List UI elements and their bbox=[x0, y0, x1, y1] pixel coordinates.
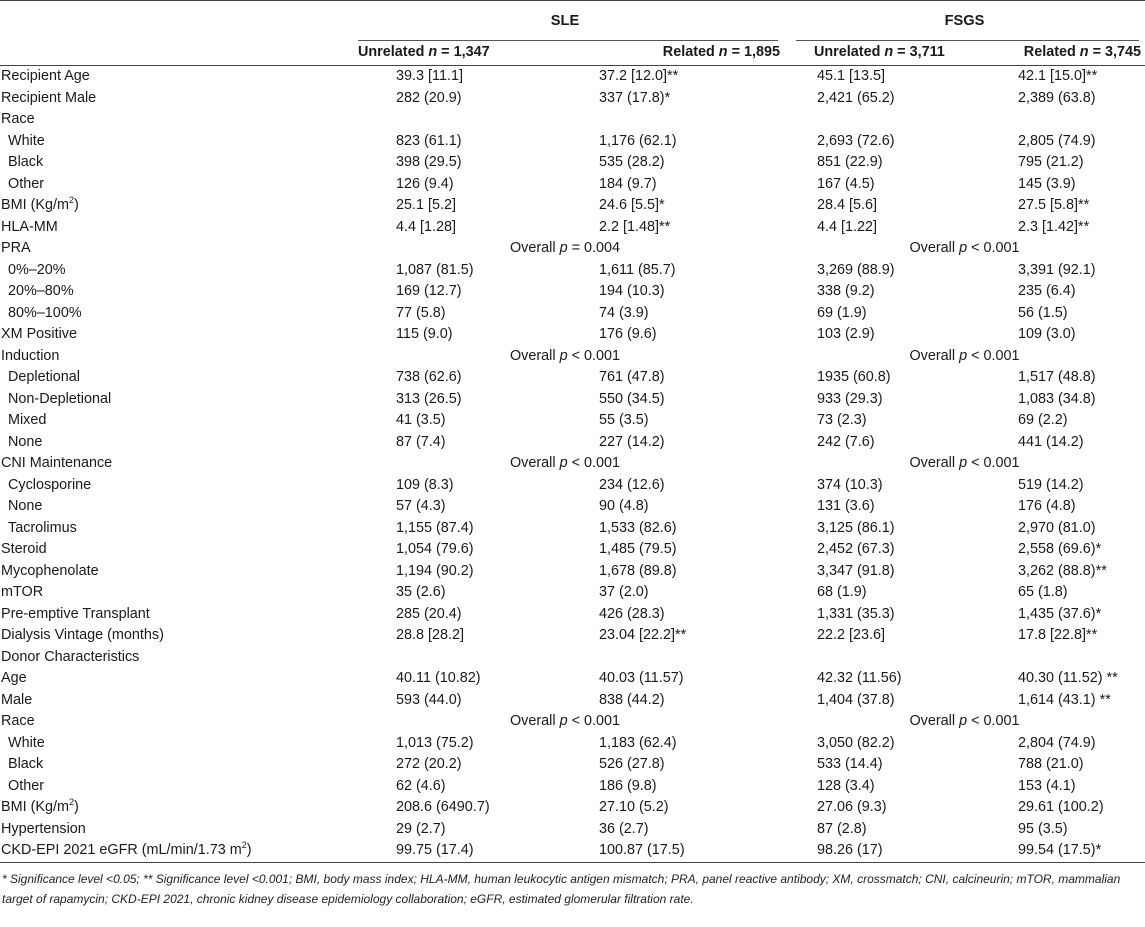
row-label: Recipient Male bbox=[1, 89, 97, 106]
value-cell: 99.75 (17.4) bbox=[346, 840, 565, 862]
table-row bbox=[0, 647, 1145, 669]
value-cell: 535 (28.2) bbox=[599, 154, 665, 170]
value-cell: 68 (1.9) bbox=[817, 584, 867, 600]
table-row bbox=[0, 131, 1145, 153]
value-cell: 22.2 [23.6] bbox=[817, 627, 886, 643]
value-cell: 282 (20.9) bbox=[396, 89, 462, 106]
value-cell: 73 (2.3) bbox=[817, 412, 867, 428]
table-footnote: * Significance level <0.05; ** Significance level <0.001; BMI, body mass index; HLA-MM, human leukocytic antigen mismatch; PRA, panel reactive antibody; XM, crossmatch; CNI, calcineurin; mTOR, mammalian target of rapamycin; CKD-EPI 2021, chronic kidney disease epidemiology collaboration; eGFR, estimated glomerular filtration rate. bbox=[2, 871, 1121, 906]
value-cell: 933 (29.3) bbox=[817, 390, 883, 407]
value-cell: 2,421 (65.2) bbox=[817, 89, 895, 106]
value-cell: 126 (9.4) bbox=[396, 175, 454, 192]
table-row bbox=[0, 582, 1145, 604]
value-cell: 519 (14.2) bbox=[1018, 476, 1084, 493]
value-cell bbox=[983, 109, 1145, 131]
value-cell: 24.6 [5.5]* bbox=[599, 197, 665, 213]
row-label: Other bbox=[8, 777, 44, 794]
value-cell: 1,194 (90.2) bbox=[396, 562, 474, 579]
value-cell: 109 (8.3) bbox=[396, 476, 454, 493]
value-cell: 550 (34.5) bbox=[599, 390, 665, 407]
value-cell: 533 (14.4) bbox=[817, 756, 883, 772]
value-cell: 176 (9.6) bbox=[599, 326, 657, 342]
overall-p-cell: Overall p < 0.001 bbox=[909, 347, 1020, 364]
value-cell: 56 (1.5) bbox=[1018, 304, 1068, 321]
value-cell: 42.1 [15.0]** bbox=[1018, 68, 1098, 84]
value-cell: 838 (44.2) bbox=[599, 691, 665, 708]
overall-p-cell: Overall p = 0.004 bbox=[509, 240, 621, 256]
table-row bbox=[0, 840, 1145, 862]
value-cell: 115 (9.0) bbox=[396, 326, 453, 342]
value-cell: 17.8 [22.8]** bbox=[1018, 627, 1098, 643]
value-cell: 1,404 (37.8) bbox=[817, 691, 895, 708]
value-cell: 29 (2.7) bbox=[396, 820, 446, 837]
value-cell: 2,804 (74.9) bbox=[1018, 734, 1096, 751]
value-cell: 1,087 (81.5) bbox=[396, 261, 474, 278]
value-cell: 27.10 (5.2) bbox=[599, 799, 669, 815]
row-label: White bbox=[8, 734, 45, 751]
table-row bbox=[0, 109, 1145, 131]
row-label: Black bbox=[8, 154, 44, 170]
value-cell: 128 (3.4) bbox=[817, 777, 875, 794]
value-cell: 234 (12.6) bbox=[599, 476, 665, 493]
value-cell: 69 (2.2) bbox=[1018, 412, 1068, 428]
row-label: mTOR bbox=[1, 584, 44, 600]
value-cell: 28.4 [5.6] bbox=[817, 197, 878, 213]
value-cell: 1,054 (79.6) bbox=[396, 541, 474, 557]
table-row bbox=[0, 195, 1145, 217]
value-cell: 823 (61.1) bbox=[396, 132, 462, 149]
table-row bbox=[0, 819, 1145, 841]
value-cell: 526 (27.8) bbox=[599, 756, 665, 772]
row-label: Depletional bbox=[8, 369, 81, 385]
value-cell: 167 (4.5) bbox=[817, 175, 875, 192]
row-label: Mycophenolate bbox=[1, 562, 99, 579]
value-cell bbox=[983, 647, 1145, 669]
value-cell: 593 (44.0) bbox=[396, 691, 462, 708]
value-cell: 40.11 (10.82) bbox=[396, 670, 481, 686]
table-row bbox=[0, 475, 1145, 497]
row-label: Cyclosporine bbox=[8, 476, 92, 493]
value-cell: 788 (21.0) bbox=[1018, 756, 1084, 772]
table-row bbox=[0, 668, 1145, 690]
value-cell: 3,269 (88.9) bbox=[817, 261, 895, 278]
row-label: BMI $(Kg/m^2)$ bbox=[1, 797, 79, 815]
value-cell bbox=[346, 109, 565, 131]
overall-p-cell: Overall p < 0.001 bbox=[909, 713, 1020, 729]
table-row bbox=[0, 711, 1145, 733]
value-cell: 313 (26.5) bbox=[396, 390, 462, 407]
value-cell: 65 (1.8) bbox=[1018, 584, 1068, 600]
table-row bbox=[0, 367, 1145, 389]
value-cell: 738 (62.6) bbox=[396, 369, 462, 385]
value-cell: 3,262 (88.8)** bbox=[1018, 562, 1107, 579]
overall-p-cell: Overall p < 0.001 bbox=[909, 455, 1020, 471]
row-label: Male bbox=[1, 691, 33, 708]
value-cell: 242 (7.6) bbox=[817, 433, 875, 450]
group-header-row bbox=[0, 1, 1145, 41]
value-cell: 103 (2.9) bbox=[817, 326, 875, 342]
value-cell: 3,125 (86.1) bbox=[817, 519, 895, 536]
row-label: Tacrolimus bbox=[8, 519, 77, 536]
value-cell: 1,013 (75.2) bbox=[396, 734, 474, 751]
row-label: 0%–20% bbox=[8, 261, 66, 278]
row-label: Other bbox=[8, 175, 44, 192]
table-row bbox=[0, 733, 1145, 755]
row-label: Hypertension bbox=[1, 820, 86, 837]
table-row bbox=[0, 690, 1145, 712]
value-cell: 23.04 [22.2]** bbox=[599, 627, 687, 643]
table-row bbox=[0, 539, 1145, 561]
value-cell: 74 (3.9) bbox=[599, 304, 649, 321]
column-header-row bbox=[0, 41, 1145, 66]
row-label: 80%–100% bbox=[8, 304, 82, 321]
value-cell: 145 (3.9) bbox=[1018, 175, 1076, 192]
value-cell: 2.3 [1.42]** bbox=[1018, 218, 1090, 235]
value-cell: 39.3 [11.1] bbox=[396, 68, 463, 84]
row-label: Pre-emptive Transplant bbox=[1, 605, 150, 622]
row-label: None bbox=[8, 433, 43, 450]
value-cell: 337 (17.8)* bbox=[599, 89, 671, 106]
value-cell: 131 (3.6) bbox=[817, 498, 875, 514]
value-cell: 29.61 (100.2) bbox=[1018, 799, 1104, 815]
value-cell: 57 (4.3) bbox=[396, 498, 446, 514]
table-row bbox=[0, 496, 1145, 518]
value-cell: 2,693 (72.6) bbox=[817, 132, 895, 149]
value-cell: 36 (2.7) bbox=[599, 820, 649, 837]
value-cell: 2,805 (74.9) bbox=[1018, 132, 1096, 149]
value-cell: 41 (3.5) bbox=[396, 412, 446, 428]
value-cell: 55 (3.5) bbox=[599, 412, 649, 428]
value-cell: 184 (9.7) bbox=[599, 175, 657, 192]
value-cell: 194 (10.3) bbox=[599, 283, 665, 299]
value-cell: 1,517 (48.8) bbox=[1018, 369, 1096, 385]
table-row bbox=[0, 518, 1145, 540]
value-cell bbox=[346, 647, 565, 669]
value-cell: 795 (21.2) bbox=[1018, 154, 1084, 170]
value-cell: 1,176 (62.1) bbox=[599, 132, 677, 149]
table-row bbox=[0, 389, 1145, 411]
value-cell: 95 (3.5) bbox=[1018, 820, 1068, 837]
row-label: Mixed bbox=[8, 412, 47, 428]
value-cell: 27.06 (9.3) bbox=[817, 799, 887, 815]
value-cell: 87 (7.4) bbox=[396, 433, 446, 450]
overall-p-cell: Overall p < 0.001 bbox=[509, 347, 621, 364]
table-row bbox=[0, 346, 1145, 368]
row-label: Induction bbox=[1, 347, 60, 364]
table-row bbox=[0, 625, 1145, 647]
value-cell: 1,485 (79.5) bbox=[599, 541, 677, 557]
table-row bbox=[0, 797, 1145, 819]
value-cell: 186 (9.8) bbox=[599, 777, 657, 794]
column-header-sle-unrelated: Unrelated n = 1,347 bbox=[346, 41, 565, 66]
value-cell: 338 (9.2) bbox=[817, 283, 875, 299]
value-cell: 3,347 (91.8) bbox=[817, 562, 895, 579]
row-label: Donor Characteristics bbox=[1, 648, 140, 665]
value-cell: 3,391 (92.1) bbox=[1018, 261, 1096, 278]
row-label: Race bbox=[1, 713, 35, 729]
value-cell: 426 (28.3) bbox=[599, 605, 665, 622]
value-cell: 1,331 (35.3) bbox=[817, 605, 895, 622]
value-cell: 37.2 [12.0]** bbox=[599, 68, 679, 84]
row-label: Age bbox=[1, 670, 27, 686]
value-cell: 2,452 (67.3) bbox=[817, 541, 895, 557]
value-cell: 42.32 (11.56) bbox=[817, 670, 902, 686]
table-row bbox=[0, 453, 1145, 475]
value-cell: 1,611 (85.7) bbox=[599, 261, 676, 278]
table-row bbox=[0, 174, 1145, 196]
value-cell: 4.4 [1.28] bbox=[396, 218, 457, 235]
table-row bbox=[0, 88, 1145, 110]
table-row bbox=[0, 238, 1145, 260]
row-label: CNI Maintenance bbox=[1, 455, 113, 471]
value-cell bbox=[565, 109, 784, 131]
value-cell: 62 (4.6) bbox=[396, 777, 446, 794]
overall-p-cell: Overall p < 0.001 bbox=[509, 713, 621, 729]
column-header-sle-related: Related n = 1,895 bbox=[565, 41, 784, 66]
value-cell: 398 (29.5) bbox=[396, 154, 462, 170]
value-cell: 1,533 (82.6) bbox=[599, 519, 677, 536]
row-label: HLA-MM bbox=[1, 218, 58, 235]
value-cell: 1,435 (37.6)* bbox=[1018, 605, 1102, 622]
table-row bbox=[0, 217, 1145, 239]
column-header-fsgs-unrelated: Unrelated n = 3,711 bbox=[784, 41, 983, 66]
value-cell bbox=[565, 647, 784, 669]
column-header-fsgs-related: Related n = 3,745 bbox=[983, 41, 1145, 66]
row-label: BMI $(Kg/m^2)$ bbox=[1, 195, 79, 213]
row-label: Steroid bbox=[1, 541, 47, 557]
value-cell: 235 (6.4) bbox=[1018, 283, 1076, 299]
value-cell: 1,678 (89.8) bbox=[599, 562, 677, 579]
value-cell: 285 (20.4) bbox=[396, 605, 462, 622]
table-row bbox=[0, 561, 1145, 583]
row-label: Non-Depletional bbox=[8, 390, 112, 407]
table-row bbox=[0, 281, 1145, 303]
value-cell: 37 (2.0) bbox=[599, 584, 649, 600]
value-cell: 1,614 (43.1) ** bbox=[1018, 691, 1111, 708]
value-cell: 176 (4.8) bbox=[1018, 498, 1076, 514]
value-cell: 45.1 [13.5] bbox=[817, 68, 886, 84]
value-cell: 1935 (60.8) bbox=[817, 369, 891, 385]
value-cell bbox=[784, 109, 983, 131]
table-row bbox=[0, 754, 1145, 776]
value-cell: 35 (2.6) bbox=[396, 584, 446, 600]
row-label: PRA bbox=[1, 240, 31, 256]
table-row bbox=[0, 324, 1145, 346]
value-cell: 27.5 [5.8]** bbox=[1018, 197, 1090, 213]
row-label: Recipient Age bbox=[1, 68, 90, 84]
group-header-fsgs: FSGS bbox=[784, 1, 1145, 41]
row-label: None bbox=[8, 498, 43, 514]
table-row bbox=[0, 432, 1145, 454]
value-cell bbox=[784, 647, 983, 669]
row-label: Race bbox=[1, 111, 35, 127]
value-cell: 2,558 (69.6)* bbox=[1018, 541, 1102, 557]
value-cell: 40.03 (11.57) bbox=[599, 670, 684, 686]
value-cell: 441 (14.2) bbox=[1018, 433, 1084, 450]
table-body bbox=[0, 66, 1145, 863]
value-cell: 4.4 [1.22] bbox=[817, 218, 878, 235]
value-cell: 153 (4.1) bbox=[1018, 777, 1076, 794]
value-cell: 99.54 (17.5)* bbox=[983, 840, 1145, 862]
row-label: Dialysis Vintage (months) bbox=[1, 627, 164, 643]
value-cell: 208.6 (6490.7) bbox=[396, 799, 490, 815]
value-cell: 374 (10.3) bbox=[817, 476, 883, 493]
value-cell: 2,389 (63.8) bbox=[1018, 89, 1096, 106]
group-header-sle: SLE bbox=[346, 1, 784, 41]
value-cell: 109 (3.0) bbox=[1018, 326, 1076, 342]
value-cell: 28.8 [28.2] bbox=[396, 627, 465, 643]
value-cell: 3,050 (82.2) bbox=[817, 734, 895, 751]
value-cell: 25.1 [5.2] bbox=[396, 197, 457, 213]
value-cell: 2.2 [1.48]** bbox=[599, 218, 671, 235]
value-cell: 169 (12.7) bbox=[396, 283, 462, 299]
value-cell: 69 (1.9) bbox=[817, 304, 867, 321]
row-label: 20%–80% bbox=[8, 283, 74, 299]
table-row bbox=[0, 776, 1145, 798]
overall-p-cell: Overall p < 0.001 bbox=[509, 455, 621, 471]
row-label: XM Positive bbox=[1, 326, 77, 342]
value-cell: 77 (5.8) bbox=[396, 304, 446, 321]
value-cell: 2,970 (81.0) bbox=[1018, 519, 1096, 536]
value-cell: 98.26 (17) bbox=[784, 840, 983, 862]
table-row bbox=[0, 260, 1145, 282]
value-cell: 90 (4.8) bbox=[599, 498, 649, 514]
row-label: White bbox=[8, 132, 45, 149]
table-row bbox=[0, 66, 1145, 88]
value-cell: 1,083 (34.8) bbox=[1018, 390, 1096, 407]
value-cell: 272 (20.2) bbox=[396, 756, 462, 772]
row-label: CKD-EPI 2021 eGFR (mL/min/1.73 $m^2$) bbox=[0, 840, 346, 862]
value-cell: 1,183 (62.4) bbox=[599, 734, 677, 751]
value-cell: 851 (22.9) bbox=[817, 154, 883, 170]
value-cell: 40.30 (11.52) ** bbox=[1018, 670, 1118, 686]
table-row bbox=[0, 604, 1145, 626]
overall-p-cell: Overall p < 0.001 bbox=[909, 240, 1020, 256]
value-cell: 87 (2.8) bbox=[817, 820, 867, 837]
value-cell: 227 (14.2) bbox=[599, 433, 665, 450]
table-row bbox=[0, 152, 1145, 174]
row-label: Black bbox=[8, 756, 44, 772]
value-cell: 100.87 (17.5) bbox=[565, 840, 784, 862]
value-cell: 761 (47.8) bbox=[599, 369, 665, 385]
table-row bbox=[0, 303, 1145, 325]
table-row bbox=[0, 410, 1145, 432]
value-cell: 1,155 (87.4) bbox=[396, 519, 474, 536]
